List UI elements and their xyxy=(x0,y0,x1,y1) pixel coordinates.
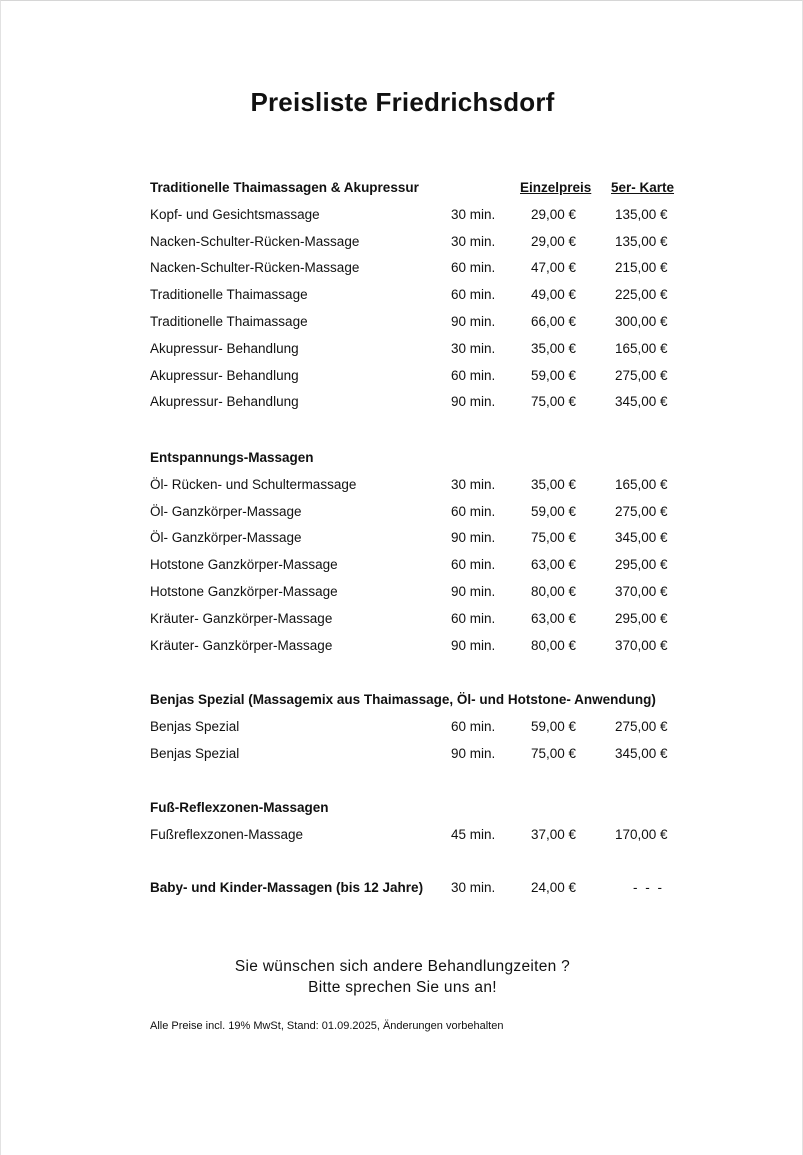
treatment-duration: 60 min. xyxy=(451,367,496,383)
treatment-name: Nacken-Schulter-Rücken-Massage xyxy=(150,260,360,276)
treatment-duration: 60 min. xyxy=(451,610,496,626)
column-header-5-card: 5er- Karte xyxy=(611,180,675,195)
treatment-duration: 30 min. xyxy=(451,233,496,249)
treatment-name: Hotstone Ganzkörper-Massage xyxy=(150,557,338,573)
section-header-row xyxy=(150,795,710,822)
card-price: 165,00 € xyxy=(615,340,668,356)
treatment-duration: 60 min. xyxy=(451,503,496,519)
single-price: 35,00 € xyxy=(531,476,577,492)
treatment-name: Akupressur- Behandlung xyxy=(150,340,299,356)
footer-disclaimer: Alle Preise incl. 19% MwSt, Stand: 01.09.2025, Änderungen vorbehalten xyxy=(150,1020,504,1032)
card-price: 275,00 € xyxy=(615,367,668,383)
card-price: 170,00 € xyxy=(615,826,668,842)
treatment-name: Kopf- und Gesichtsmassage xyxy=(150,206,320,222)
single-price: 24,00 € xyxy=(531,880,577,895)
card-price: 345,00 € xyxy=(615,394,668,410)
treatment-duration: 90 min. xyxy=(451,583,496,599)
price-row xyxy=(150,363,710,390)
single-price: 75,00 € xyxy=(531,530,577,546)
section-heading: Fuß-Reflexzonen-Massagen xyxy=(150,800,329,815)
treatment-name: Akupressur- Behandlung xyxy=(150,367,299,383)
treatment-name: Öl- Ganzkörper-Massage xyxy=(150,530,302,546)
card-price: 295,00 € xyxy=(615,610,668,626)
section-kids-massage xyxy=(150,875,710,902)
card-price: 370,00 € xyxy=(615,637,668,653)
treatment-name: Traditionelle Thaimassage xyxy=(150,313,308,329)
card-price: 275,00 € xyxy=(615,718,668,734)
card-price: - - - xyxy=(633,880,664,895)
single-price: 80,00 € xyxy=(531,637,577,653)
treatment-name: Benjas Spezial xyxy=(150,718,240,734)
card-price: 165,00 € xyxy=(615,476,668,492)
card-price: 370,00 € xyxy=(615,583,668,599)
treatment-duration: 30 min. xyxy=(451,340,496,356)
treatment-duration: 60 min. xyxy=(451,718,496,734)
price-row xyxy=(150,606,710,633)
treatment-name: Akupressur- Behandlung xyxy=(150,394,299,410)
treatment-duration: 30 min. xyxy=(451,206,496,222)
price-row xyxy=(150,472,710,499)
treatment-duration: 90 min. xyxy=(451,637,496,653)
single-price: 47,00 € xyxy=(531,260,577,276)
price-row xyxy=(150,822,710,849)
single-price: 29,00 € xyxy=(531,206,577,222)
card-price: 215,00 € xyxy=(615,260,668,276)
treatment-name: Fußreflexzonen-Massage xyxy=(150,826,304,842)
section-relaxation-massages xyxy=(150,445,710,659)
single-price: 37,00 € xyxy=(531,826,577,842)
price-row xyxy=(150,741,710,768)
treatment-duration: 60 min. xyxy=(451,557,496,573)
treatment-name: Kräuter- Ganzkörper-Massage xyxy=(150,637,333,653)
single-price: 59,00 € xyxy=(531,503,577,519)
contact-note xyxy=(1,956,803,998)
treatment-name: Nacken-Schulter-Rücken-Massage xyxy=(150,233,360,249)
section-header-row xyxy=(150,687,710,714)
single-price: 80,00 € xyxy=(531,583,577,599)
card-price: 345,00 € xyxy=(615,745,668,761)
contact-note-line-1: Sie wünschen sich andere Behandlungzeiten ? xyxy=(234,958,571,975)
price-row xyxy=(150,255,710,282)
price-row xyxy=(150,202,710,229)
price-row xyxy=(150,229,710,256)
single-price: 66,00 € xyxy=(531,313,577,329)
price-row xyxy=(150,499,710,526)
price-row xyxy=(150,579,710,606)
treatment-name: Benjas Spezial xyxy=(150,745,240,761)
single-price: 49,00 € xyxy=(531,287,577,303)
section-header-row xyxy=(150,175,710,202)
price-row xyxy=(150,309,710,336)
card-price: 135,00 € xyxy=(615,233,668,249)
card-price: 345,00 € xyxy=(615,530,668,546)
single-price: 63,00 € xyxy=(531,557,577,573)
treatment-duration: 60 min. xyxy=(451,260,496,276)
treatment-duration: 90 min. xyxy=(451,745,496,761)
treatment-name: Baby- und Kinder-Massagen (bis 12 Jahre) xyxy=(150,880,424,895)
treatment-duration: 90 min. xyxy=(451,313,496,329)
price-row xyxy=(150,525,710,552)
price-row xyxy=(150,633,710,660)
price-row xyxy=(150,552,710,579)
treatment-duration: 45 min. xyxy=(451,826,496,842)
card-price: 225,00 € xyxy=(615,287,668,303)
treatment-duration: 30 min. xyxy=(451,476,496,492)
price-row xyxy=(150,282,710,309)
card-price: 135,00 € xyxy=(615,206,668,222)
single-price: 59,00 € xyxy=(531,718,577,734)
treatment-name: Öl- Rücken- und Schultermassage xyxy=(150,476,357,492)
treatment-duration: 60 min. xyxy=(451,287,496,303)
section-heading: Entspannungs-Massagen xyxy=(150,450,314,465)
single-price: 63,00 € xyxy=(531,610,577,626)
treatment-name: Hotstone Ganzkörper-Massage xyxy=(150,583,338,599)
treatment-duration: 30 min. xyxy=(451,880,496,895)
single-price: 29,00 € xyxy=(531,233,577,249)
card-price: 275,00 € xyxy=(615,503,668,519)
treatment-name: Kräuter- Ganzkörper-Massage xyxy=(150,610,333,626)
single-price: 75,00 € xyxy=(531,394,577,410)
section-header-row xyxy=(150,445,710,472)
price-row xyxy=(150,875,710,902)
single-price: 59,00 € xyxy=(531,367,577,383)
page-title: Preisliste Friedrichsdorf xyxy=(250,87,555,117)
section-benjas-special xyxy=(150,687,710,767)
treatment-duration: 90 min. xyxy=(451,394,496,410)
section-heading: Traditionelle Thaimassagen & Akupressur xyxy=(150,180,419,195)
card-price: 295,00 € xyxy=(615,557,668,573)
single-price: 35,00 € xyxy=(531,340,577,356)
single-price: 75,00 € xyxy=(531,745,577,761)
column-header-single-price: Einzelpreis xyxy=(520,180,592,195)
price-row xyxy=(150,336,710,363)
contact-note-line-2: Bitte sprechen Sie uns an! xyxy=(308,979,497,996)
card-price: 300,00 € xyxy=(615,313,668,329)
treatment-name: Öl- Ganzkörper-Massage xyxy=(150,503,302,519)
treatment-name: Traditionelle Thaimassage xyxy=(150,287,308,303)
treatment-duration: 90 min. xyxy=(451,530,496,546)
section-foot-reflexology xyxy=(150,795,710,849)
section-heading: Benjas Spezial (Massagemix aus Thaimassage, Öl- und Hotstone- Anwendung) xyxy=(150,692,656,707)
price-row xyxy=(150,389,710,416)
section-thai-acupressure xyxy=(150,175,710,416)
price-row xyxy=(150,714,710,741)
